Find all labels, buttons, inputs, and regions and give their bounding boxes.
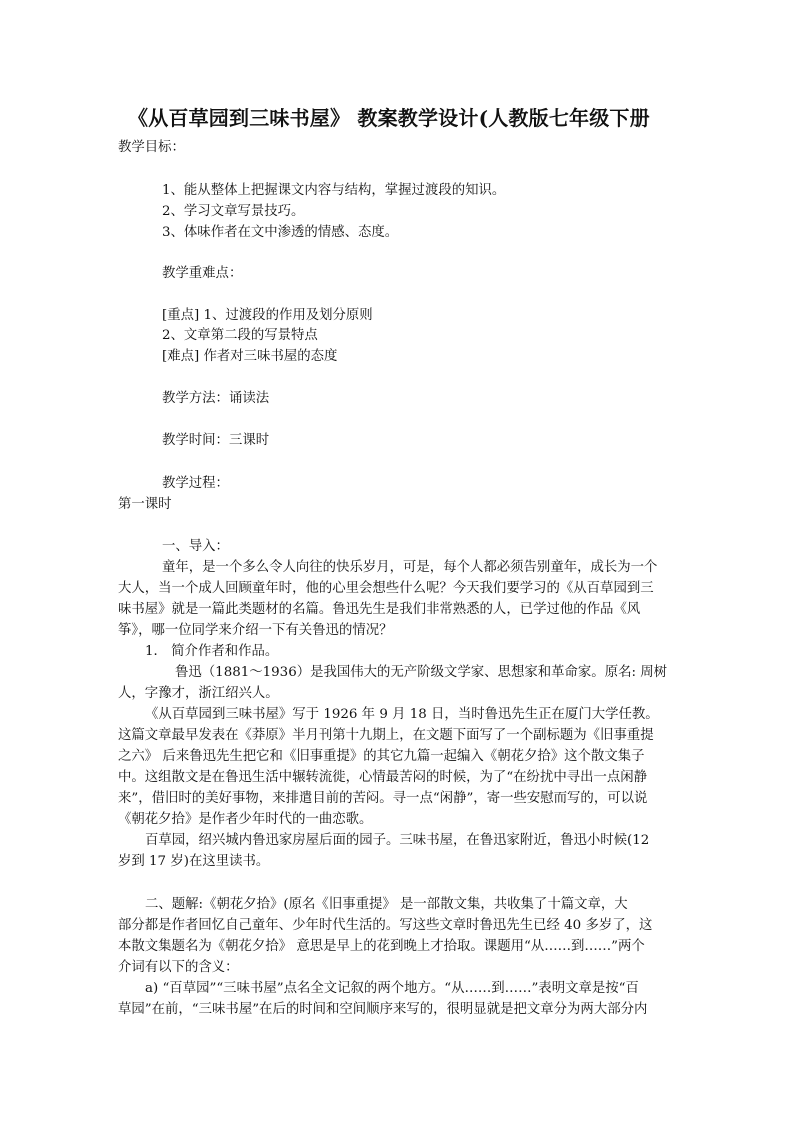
paragraph-line: 童年，是一个多么令人向往的快乐岁月，可是，每个人都必须告别童年，成长为一个 xyxy=(162,560,658,575)
paragraph-line: 《朝花夕拾》是作者少年时代的一曲恋歌。 xyxy=(118,812,373,827)
paragraph-line: 部分都是作者回忆自己童年、少年时代生活的。写这些文章时鲁迅先生已经 40 多岁了，这 xyxy=(118,918,653,933)
subsection-heading-title-explanation: 二、题解:《朝花夕拾》(原名《旧事重提》 是一部散文集，共收集了十篇文章，大 xyxy=(145,897,628,912)
teaching-time: 教学时间：三课时 xyxy=(162,433,270,448)
paragraph-line: 鲁迅（1881～1936）是我国伟大的无产阶级文学家、思想家和革命家。原名: 周树 xyxy=(175,665,668,680)
teaching-method: 教学方法：诵读法 xyxy=(162,391,270,406)
paragraph-line: 大人，当一个成人回顾童年时，他的心里会想些什么呢？今天我们要学习的《从百草园到三 xyxy=(118,581,654,596)
objective-item: 1、能从整体上把握课文内容与结构，掌握过渡段的知识。 xyxy=(162,183,506,198)
objective-item: 2、学习文章写景技巧。 xyxy=(162,204,305,219)
difficulty-item: [难点] 作者对三味书屋的态度 xyxy=(162,349,338,364)
section-heading-process: 教学过程： xyxy=(162,476,229,491)
paragraph-line: 本散文集题名为《朝花夕拾》 意思是早上的花到晚上才拾取。课题用“从……到……”两个 xyxy=(118,939,645,954)
paragraph-line: 人，字豫才，浙江绍兴人。 xyxy=(118,686,279,701)
objective-item: 3、体味作者在文中渗透的情感、态度。 xyxy=(162,225,399,240)
paragraph-line: 味书屋》就是一篇此类题材的名篇。鲁迅先生是我们非常熟悉的人，已学过他的作品《风 xyxy=(118,602,641,617)
key-point-item: [重点] 1、过渡段的作用及划分原则 xyxy=(162,308,373,323)
paragraph-line: 介词有以下的含义： xyxy=(118,960,239,975)
paragraph-line: 《从百草园到三味书屋》写于 1926 年 9 月 18 日，当时鲁迅先生正在厦门大学任教。 xyxy=(145,707,659,722)
subsection-heading-intro: 一、导入： xyxy=(162,539,229,554)
lesson-heading: 第一课时 xyxy=(118,497,172,512)
paragraph-line: 草园”在前，“三味书屋”在后的时间和空间顺序来写的，很明显就是把文章分为两大部分内 xyxy=(118,1002,648,1017)
paragraph-line: 百草园，绍兴城内鲁迅家房屋后面的园子。三味书屋，在鲁迅家附近，鲁迅小时候(12 xyxy=(145,833,650,848)
document-title: 《从百草园到三味书屋》 教案教学设计(人教版七年级下册 xyxy=(128,106,650,130)
section-heading-objectives: 教学目标： xyxy=(118,140,185,155)
paragraph-line: 筝》，哪一位同学来介绍一下有关鲁迅的情况？ xyxy=(118,623,393,638)
paragraph-line: 中。这组散文是在鲁迅生活中辗转流徙，心情最苦闷的时候，为了“在纷扰中寻出一点闲静 xyxy=(118,770,648,785)
list-item: a) “百草园”“三味书屋”点名全文记叙的两个地方。“从……到……”表明文章是按“百 xyxy=(145,981,639,996)
paragraph-line: 岁到 17 岁)在这里读书。 xyxy=(118,854,270,869)
paragraph-line: 这篇文章最早发表在《莽原》半月刊第十九期上，在文题下面写了一个副标题为《旧事重提 xyxy=(118,728,654,743)
numbered-item: 1． 简介作者和作品。 xyxy=(145,644,279,659)
section-heading-key-points: 教学重难点： xyxy=(162,266,243,281)
paragraph-line: 来”，借旧时的美好事物，来排遣目前的苦闷。寻一点“闲静”，寄一些安慰而写的，可以说 xyxy=(118,791,648,806)
paragraph-line: 之六》 后来鲁迅先生把它和《旧事重提》的其它九篇一起编入《朝花夕拾》这个散文集子 xyxy=(118,749,645,764)
key-point-item: 2、文章第二段的写景特点 xyxy=(162,328,318,343)
